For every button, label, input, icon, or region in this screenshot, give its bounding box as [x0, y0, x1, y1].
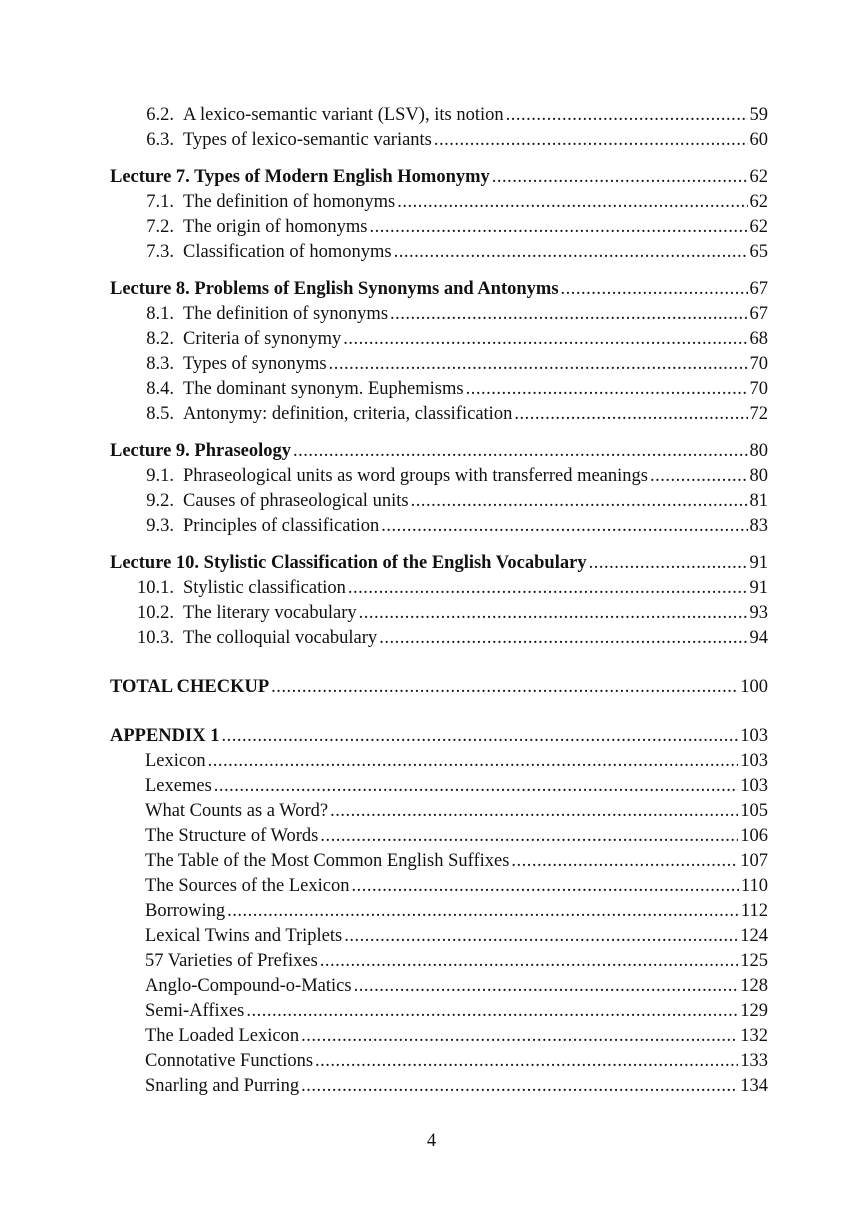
- toc-entry-page: 100: [740, 677, 768, 697]
- dot-leader: [394, 240, 748, 265]
- toc-entry: [110, 240, 768, 265]
- toc-entry-number: 6.2.: [146, 105, 174, 125]
- dot-leader: [271, 675, 738, 700]
- toc-entry-title: Lexicon: [145, 751, 206, 771]
- toc-entry-title: Lecture 9. Phraseology: [110, 441, 292, 461]
- toc-entry: [110, 1074, 768, 1099]
- toc-entry-number: 10.1.: [137, 578, 174, 598]
- toc-entry: [110, 514, 768, 539]
- toc-entry-title: The definition of synonyms: [183, 304, 389, 324]
- toc-entry-title: Phraseological units as word groups with transferred meanings: [183, 466, 648, 486]
- dot-leader: [330, 799, 738, 824]
- toc-entry-title: Lexemes: [145, 776, 212, 796]
- toc-entry: [110, 215, 768, 240]
- toc-lecture-entry: [110, 277, 768, 302]
- dot-leader: [506, 103, 748, 128]
- toc-entry: [110, 1049, 768, 1074]
- toc-entry: [110, 924, 768, 949]
- toc-entry-page: 62: [749, 192, 768, 212]
- toc-entry: [110, 327, 768, 352]
- toc-entry: [110, 489, 768, 514]
- dot-leader: [397, 190, 747, 215]
- toc-entry-page: 105: [740, 801, 768, 821]
- toc-entry: [110, 352, 768, 377]
- dot-leader: [221, 724, 738, 749]
- toc-entry: [110, 824, 768, 849]
- toc-entry-title: Antonymy: definition, criteria, classification: [183, 404, 513, 424]
- toc-entry-number: 8.2.: [146, 329, 174, 349]
- toc-entry-page: 110: [740, 876, 768, 896]
- toc-entry-title: Classification of homonyms: [183, 242, 392, 262]
- dot-leader: [379, 626, 747, 651]
- toc-entry-title: The Loaded Lexicon: [145, 1026, 300, 1046]
- page-number: 4: [426, 1131, 437, 1151]
- dot-leader: [227, 899, 739, 924]
- toc-entry-page: 129: [740, 1001, 768, 1021]
- toc-entry-title: Types of lexico-semantic variants: [183, 130, 432, 150]
- toc-entry-title: 57 Varieties of Prefixes: [145, 951, 318, 971]
- toc-entry-title: The Structure of Words: [145, 826, 319, 846]
- toc-entry-title: The dominant synonym. Euphemisms: [183, 379, 464, 399]
- dot-leader: [354, 974, 739, 999]
- toc-entry-page: 93: [749, 603, 768, 623]
- toc-entry-page: 103: [740, 726, 768, 746]
- toc-entry-page: 91: [749, 553, 768, 573]
- toc-entry: [110, 1024, 768, 1049]
- dot-leader: [301, 1024, 738, 1049]
- toc-entry-title: APPENDIX 1: [110, 726, 220, 746]
- toc-entry-page: 91: [749, 578, 768, 598]
- toc-entry-page: 103: [740, 751, 768, 771]
- toc-lecture-entry: [110, 551, 768, 576]
- toc-entry-number: 9.3.: [146, 516, 174, 536]
- dot-leader: [381, 514, 747, 539]
- toc-entry-page: 112: [740, 901, 768, 921]
- toc-entry: [110, 749, 768, 774]
- toc-entry-page: 124: [740, 926, 768, 946]
- toc-entry: [110, 190, 768, 215]
- toc-entry-page: 134: [740, 1076, 768, 1096]
- toc-entry: [110, 601, 768, 626]
- dot-leader: [434, 128, 748, 153]
- toc-entry-page: 125: [740, 951, 768, 971]
- toc-entry-number: 8.4.: [146, 379, 174, 399]
- toc-entry-page: 70: [749, 354, 768, 374]
- toc-entry-page: 60: [749, 130, 768, 150]
- toc-lecture-entry: [110, 439, 768, 464]
- toc-entry-page: 107: [740, 851, 768, 871]
- toc-entry: [110, 799, 768, 824]
- toc-entry-title: Lecture 7. Types of Modern English Homonymy: [110, 167, 490, 187]
- toc-entry-title: Semi-Affixes: [145, 1001, 245, 1021]
- toc-entry: [110, 576, 768, 601]
- toc-section-entry: [110, 724, 768, 749]
- toc-entry-title: The Table of the Most Common English Suffixes: [145, 851, 510, 871]
- toc-entry: [110, 302, 768, 327]
- toc-entry-title: Lecture 8. Problems of English Synonyms and Antonyms: [110, 279, 559, 299]
- toc-entry: [110, 626, 768, 651]
- dot-leader: [320, 824, 738, 849]
- toc-entry: [110, 899, 768, 924]
- dot-leader: [246, 999, 738, 1024]
- toc-entry: [110, 774, 768, 799]
- dot-leader: [369, 215, 747, 240]
- toc-entry-page: 67: [749, 304, 768, 324]
- toc-entry-page: 80: [749, 441, 768, 461]
- toc-entry-title: Lecture 10. Stylistic Classification of the English Vocabulary: [110, 553, 587, 573]
- toc-entry-page: 62: [749, 167, 768, 187]
- toc-entry-page: 94: [749, 628, 768, 648]
- dot-leader: [650, 464, 748, 489]
- toc-entry-number: 10.2.: [137, 603, 174, 623]
- toc-entry: [110, 377, 768, 402]
- toc-entry-title: TOTAL CHECKUP: [110, 677, 270, 697]
- toc-entry-title: Principles of classification: [183, 516, 380, 536]
- toc-entry-number: 6.3.: [146, 130, 174, 150]
- dot-leader: [301, 1074, 738, 1099]
- toc-entry-page: 83: [749, 516, 768, 536]
- dot-leader: [214, 774, 738, 799]
- toc-entry: [110, 974, 768, 999]
- toc-entry-title: Anglo-Compound-o-Matics: [145, 976, 352, 996]
- toc-entry-title: The origin of homonyms: [183, 217, 368, 237]
- toc-entry-number: 8.5.: [146, 404, 174, 424]
- dot-leader: [589, 551, 748, 576]
- dot-leader: [514, 402, 747, 427]
- dot-leader: [348, 576, 748, 601]
- toc-entry-title: Stylistic classification: [183, 578, 346, 598]
- dot-leader: [315, 1049, 738, 1074]
- toc-entry-title: The definition of homonyms: [183, 192, 396, 212]
- toc-entry-title: Causes of phraseological units: [183, 491, 409, 511]
- toc-entry-title: What Counts as a Word?: [145, 801, 329, 821]
- toc-lecture-entry: [110, 165, 768, 190]
- toc-entry: [110, 464, 768, 489]
- toc-entry-page: 133: [740, 1051, 768, 1071]
- toc-entry-title: A lexico-semantic variant (LSV), its notion: [183, 105, 504, 125]
- dot-leader: [208, 749, 739, 774]
- toc-entry-page: 68: [749, 329, 768, 349]
- toc-entry-title: Types of synonyms: [183, 354, 327, 374]
- toc-entry-page: 81: [749, 491, 768, 511]
- dot-leader: [329, 352, 748, 377]
- dot-leader: [320, 949, 738, 974]
- toc-entry-title: Snarling and Purring: [145, 1076, 300, 1096]
- toc-entry-page: 106: [740, 826, 768, 846]
- toc-entry-page: 70: [749, 379, 768, 399]
- toc-entry-number: 8.3.: [146, 354, 174, 374]
- toc-entry: [110, 874, 768, 899]
- dot-leader: [359, 601, 748, 626]
- dot-leader: [492, 165, 748, 190]
- toc-entry: [110, 103, 768, 128]
- dot-leader: [343, 327, 747, 352]
- dot-leader: [390, 302, 747, 327]
- toc-entry-number: 10.3.: [137, 628, 174, 648]
- dot-leader: [511, 849, 738, 874]
- dot-leader: [344, 924, 738, 949]
- toc-entry-title: Criteria of synonymy: [183, 329, 342, 349]
- toc-entry-page: 59: [749, 105, 768, 125]
- toc-entry-title: The colloquial vocabulary: [183, 628, 378, 648]
- dot-leader: [561, 277, 748, 302]
- toc-entry-page: 103: [740, 776, 768, 796]
- toc-entry: [110, 949, 768, 974]
- dot-leader: [351, 874, 738, 899]
- toc-entry-number: 7.2.: [146, 217, 174, 237]
- toc-entry-title: Lexical Twins and Triplets: [145, 926, 343, 946]
- dot-leader: [293, 439, 747, 464]
- toc-entry-page: 62: [749, 217, 768, 237]
- toc-entry-number: 8.1.: [146, 304, 174, 324]
- toc-entry-page: 72: [749, 404, 768, 424]
- toc-entry: [110, 128, 768, 153]
- toc-entry: [110, 999, 768, 1024]
- toc-entry: [110, 849, 768, 874]
- toc-entry-number: 7.1.: [146, 192, 174, 212]
- dot-leader: [411, 489, 748, 514]
- toc-entry-title: Connotative Functions: [145, 1051, 314, 1071]
- toc-entry-page: 67: [749, 279, 768, 299]
- toc-entry-page: 128: [740, 976, 768, 996]
- toc-entry-number: 9.1.: [146, 466, 174, 486]
- toc-entry-title: The literary vocabulary: [183, 603, 357, 623]
- toc-entry-page: 132: [740, 1026, 768, 1046]
- toc-entry-number: 9.2.: [146, 491, 174, 511]
- table-of-contents: [110, 103, 768, 1099]
- toc-entry-page: 65: [749, 242, 768, 262]
- toc-entry-title: The Sources of the Lexicon: [145, 876, 350, 896]
- dot-leader: [466, 377, 748, 402]
- toc-entry: [110, 402, 768, 427]
- toc-section-entry: [110, 675, 768, 700]
- toc-entry-title: Borrowing: [145, 901, 226, 921]
- toc-entry-number: 7.3.: [146, 242, 174, 262]
- toc-entry-page: 80: [749, 466, 768, 486]
